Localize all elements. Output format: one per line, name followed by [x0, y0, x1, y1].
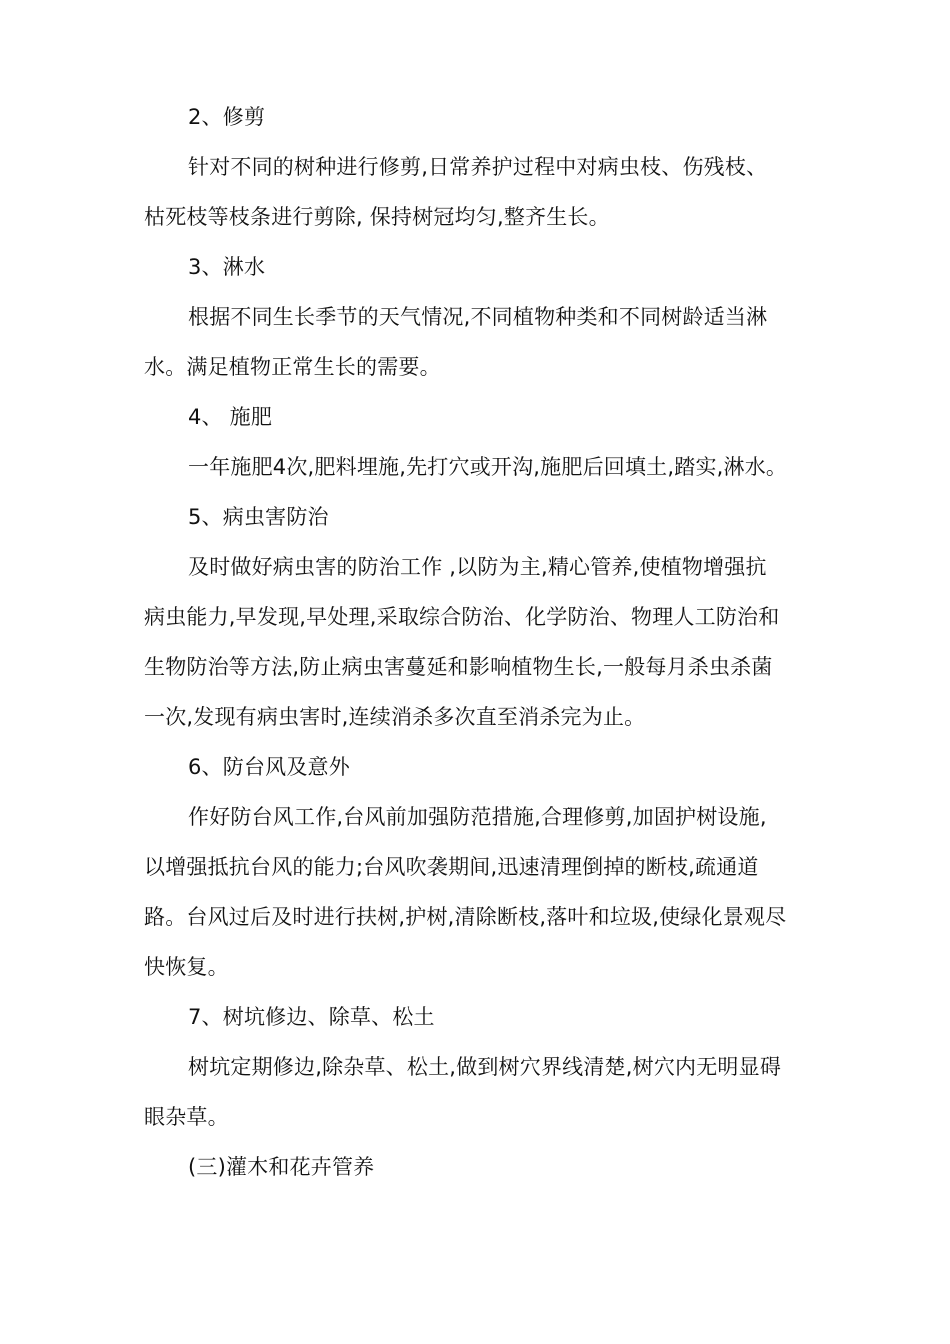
paragraph-line: 树坑定期修边,除杂草、松土,做到树穴界线清楚,树穴内无明显碍 [188, 1055, 782, 1079]
section-heading: 7、树坑修边、除草、松土 [188, 1005, 435, 1029]
paragraph-line: 快恢复。 [144, 955, 229, 979]
paragraph-line: 及时做好病虫害的防治工作 ,以防为主,精心管养,使植物增强抗 [188, 555, 767, 579]
paragraph-line: 作好防台风工作,台风前加强防范措施,合理修剪,加固护树设施, [188, 805, 767, 829]
paragraph-line: 以增强抵抗台风的能力;台风吹袭期间,迅速清理倒掉的断枝,疏通道 [144, 855, 759, 879]
document-body [144, 99, 810, 1199]
paragraph-line: 一次,发现有病虫害时,连续消杀多次直至消杀完为止。 [144, 705, 646, 729]
paragraph-line: 针对不同的树种进行修剪,日常养护过程中对病虫枝、伤残枝、 [188, 155, 768, 179]
section-heading: 3、淋水 [188, 255, 266, 279]
section-heading: 2、修剪 [188, 105, 266, 129]
paragraph-line: 根据不同生长季节的天气情况,不同植物种类和不同树龄适当淋 [188, 305, 768, 329]
section-heading: 4、 施肥 [188, 405, 273, 429]
paragraph-line: 眼杂草。 [144, 1105, 229, 1129]
paragraph-line: 水。满足植物正常生长的需要。 [144, 355, 441, 379]
section-heading: 6、防台风及意外 [188, 755, 350, 779]
section-heading: 5、病虫害防治 [188, 505, 329, 529]
paragraph-line: 一年施肥4次,肥料埋施,先打穴或开沟,施肥后回填土,踏实,淋水。 [188, 455, 788, 479]
paragraph-line: 枯死枝等枝条进行剪除, 保持树冠均匀,整齐生长。 [144, 205, 610, 229]
section-heading: (三)灌木和花卉管养 [188, 1155, 375, 1179]
paragraph-line: 生物防治等方法,防止病虫害蔓延和影响植物生长,一般每月杀虫杀菌 [144, 655, 773, 679]
paragraph-line: 路。台风过后及时进行扶树,护树,清除断枝,落叶和垃圾,使绿化景观尽 [144, 905, 787, 929]
paragraph-line: 病虫能力,早发现,早处理,采取综合防治、化学防治、物理人工防治和 [144, 605, 780, 629]
